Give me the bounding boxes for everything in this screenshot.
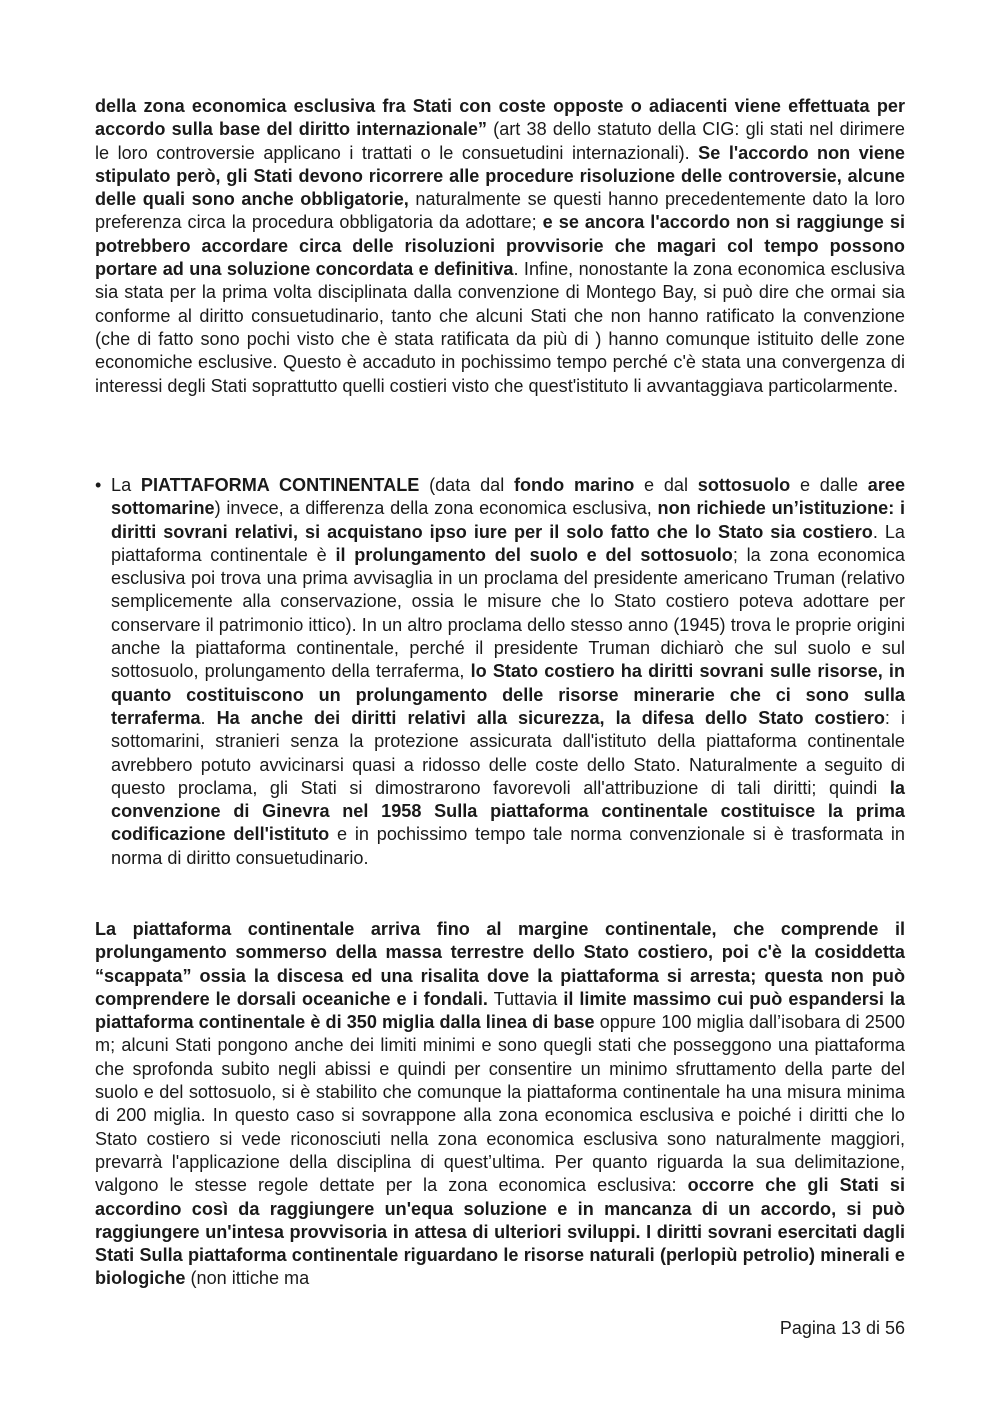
bullet-piattaforma-continentale bbox=[95, 474, 905, 870]
text-segment: non richiede un’istituzione: i diritti sovrani relativi, si acquistano ipso iure per il solo fatto che lo Stato sia costiero bbox=[111, 498, 905, 542]
text-segment: fondo marino bbox=[513, 475, 635, 495]
text-segment: naturalmente se questi hanno precedentemente dato la loro preferenza circa la procedura obbligatoria da adottare; bbox=[95, 189, 905, 233]
text-segment: PIATTAFORMA CONTINENTALE bbox=[140, 475, 420, 495]
text-segment: (data dal bbox=[419, 475, 514, 495]
text-segment: della zona economica esclusiva fra Stati con coste opposte o adiacenti viene effettuata per accordo sulla base del diritto internazionale” bbox=[95, 96, 905, 140]
bullet-text bbox=[111, 474, 905, 870]
text-segment: La piattaforma continentale arriva fino al margine continentale, che comprende il prolungamento sommerso della massa terrestre dello Stato costiero, poi c'è la cosiddetta “scappata” ossia la discesa ed una risalita dove la piattaforma si arresta; questa non può comprendere le dorsali oceaniche e i fondali. bbox=[95, 919, 905, 1009]
text-segment: sottosuolo bbox=[697, 475, 791, 495]
text-segment: . Infine, nonostante la zona economica esclusiva sia stata per la prima volta disciplinata dalla convenzione di Montego Bay, si può dire che ormai sia conforme al diritto consuetudinario, tanto che alcuni Stati che non hanno ratificato la convenzione (che di fatto sono pochi visto che è stata ratificata da più di ) hanno comunque istituito delle zone economiche esclusive. Questo è accaduto in pochissimo tempo perché c'è stata una convergenza di interessi degli Stati soprattutto quelli costieri visto che quest'istituto li avvantaggiava particolarmente. bbox=[95, 259, 905, 396]
text-segment: . bbox=[200, 707, 217, 728]
text-segment: il limite massimo cui può espandersi la piattaforma continentale è di 350 miglia dalla linea di base bbox=[95, 988, 905, 1033]
text-segment: e dalle bbox=[790, 475, 868, 495]
text-segment: il prolungamento del suolo e del sottosuolo bbox=[335, 544, 733, 565]
text-segment: ) invece, a differenza della zona economica esclusiva, bbox=[214, 498, 658, 519]
text-segment: Tuttavia bbox=[487, 988, 564, 1009]
text-segment: aree sottomarine bbox=[111, 475, 906, 519]
text-segment: Ha anche dei diritti relativi alla sicurezza, la difesa dello Stato costiero bbox=[216, 707, 885, 728]
text-segment: La bbox=[111, 475, 141, 495]
text-segment: e dal bbox=[634, 475, 698, 495]
text-segment: Se l'accordo non viene stipulato però, gli Stati devono ricorrere alle procedure risoluzione delle controversie, alcune delle quali sono anche obbligatorie, bbox=[95, 142, 905, 210]
text-segment: oppure 100 miglia dall’isobara di 2500 m; alcuni Stati pongono anche dei limiti minimi e sono quegli stati che posseggono una piattaforma che sprofonda subito negli abissi e quindi per consentire un minimo sfruttamento della parte del suolo e del sottosuolo, si è stabilito che comunque la piattaforma continentale ha una misura minima di 200 miglia. In questo caso si sovrappone alla zona economica esclusiva e poiché i diritti che lo Stato costiero si vede riconosciuti nella zona economica esclusiva sono naturalmente maggiori, prevarrà l'applicazione della disciplina di quest’ultima. Per quanto riguarda la sua delimitazione, valgono le stesse regole dettate per la zona economica esclusiva: bbox=[95, 1012, 905, 1196]
text-segment: ; la zona economica esclusiva poi trova una prima avvisaglia in un proclama del presidente americano Truman (relativo semplicemente alla conservazione, ossia le misure che lo Stato costiero poteva adottare per conservare il patrimonio ittico). In un altro proclama dello stesso anno (1945) trova le proprie origini anche la piattaforma continentale, perché il presidente Truman dichiarò che sul suolo e sul sottosuolo, prolungamento della terraferma, bbox=[111, 544, 905, 682]
text-segment: e in pochissimo tempo tale norma convenzionale si è trasformata in norma di diritto consuetudinario. bbox=[111, 824, 905, 868]
text-segment: la convenzione di Ginevra nel 1958 Sulla piattaforma continentale costituisce la prima codificazione dell'istituto bbox=[111, 777, 905, 845]
text-segment: (art 38 dello statuto della CIG: gli stati nel dirimere le loro controversie applicano i trattati o le consuetudini internazionali). bbox=[95, 119, 905, 163]
paragraph-zona-economica bbox=[95, 95, 905, 398]
text-segment: occorre che gli Stati si accordino così da raggiungere un'equa soluzione e in mancanza di un accordo, si può raggiungere un'intesa provvisoria in attesa di ulteriori sviluppi. I diritti sovrani esercitati dagli Stati Sulla piattaforma continentale riguardano le risorse naturali (perlopiù petrolio) minerali e biologiche bbox=[95, 1175, 905, 1289]
text-segment: lo Stato costiero ha diritti sovrani sulle risorse, in quanto costituiscono un prolungamento delle risorse minerarie che ci sono sulla terraferma bbox=[111, 661, 905, 728]
bullet-marker: • bbox=[95, 475, 102, 495]
text-segment: : i sottomarini, stranieri senza la protezione assicurata dall'istituto della piattaforma continentale avrebbero potuto avvicinarsi quasi a ridosso delle coste dello Stato. Naturalmente a seguito di questo proclama, gli Stati si dimostrarono favorevoli all'attribuzione di tali diritti; quindi bbox=[111, 707, 905, 798]
text-segment: e se ancora l'accordo non si raggiunge si potrebbero accordare circa delle risoluzioni provvisorie che magari col tempo possono portare ad una soluzione concordata e definitiva bbox=[95, 212, 905, 280]
text-segment: (non ittiche ma bbox=[185, 1268, 310, 1289]
text-segment: . La piattaforma continentale è bbox=[111, 521, 905, 565]
page-number: Pagina 13 di 56 bbox=[779, 1318, 905, 1338]
paragraph-margine-continentale bbox=[95, 918, 905, 1291]
